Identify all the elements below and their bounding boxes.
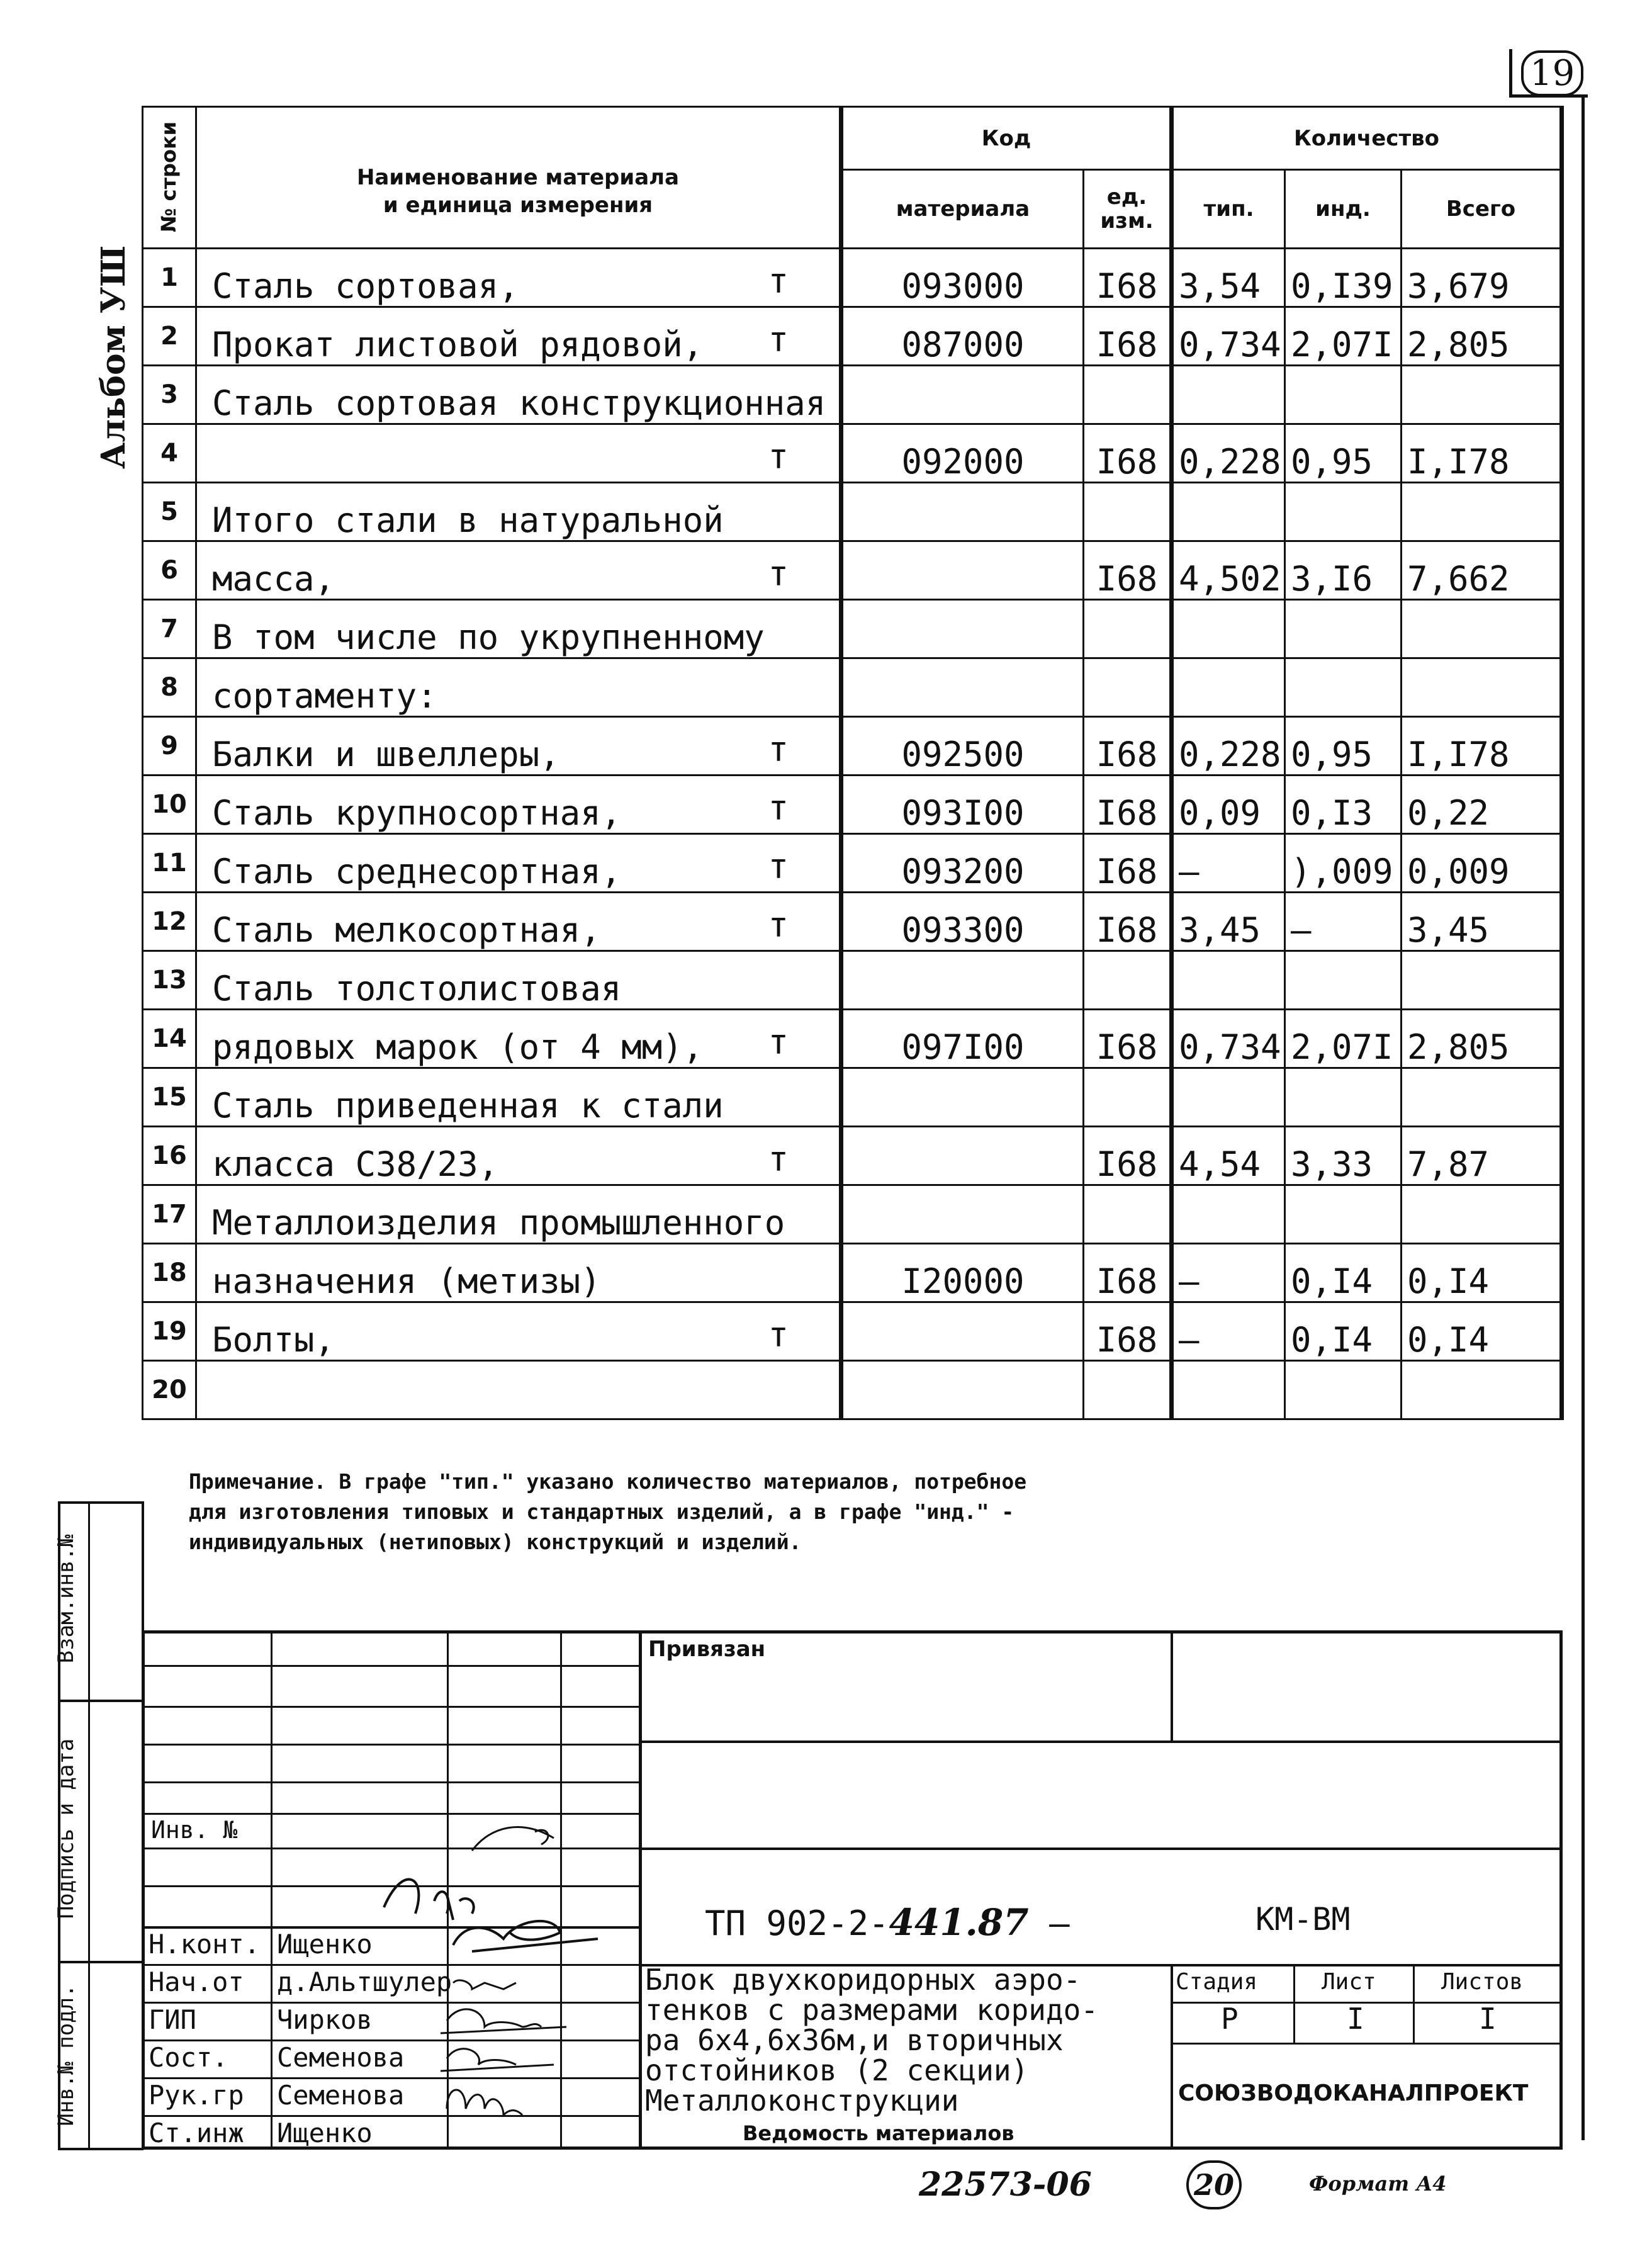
stamp-person-name: Ищенко	[277, 1929, 373, 1960]
qty-type	[1172, 600, 1285, 658]
qty-total: 2,805	[1402, 307, 1562, 366]
qty-type: 0,734	[1172, 1010, 1285, 1068]
unit-code	[1084, 1361, 1172, 1419]
qty-total: I,I78	[1402, 717, 1562, 776]
qty-total: 3,679	[1402, 249, 1562, 307]
material-code: 093I00	[841, 776, 1084, 834]
qty-total: 2,805	[1402, 1010, 1562, 1068]
row-number: 14	[143, 1010, 196, 1068]
unit-code: I68	[1084, 249, 1172, 307]
material-name: Сталь толстолистовая	[196, 951, 841, 1010]
unit-label: т	[768, 261, 789, 301]
material-code	[841, 1068, 1084, 1127]
unit-label: т	[768, 905, 789, 945]
col-code: Код	[841, 107, 1172, 170]
material-name: Итого стали в натуральной	[196, 483, 841, 541]
material-name: Болты, т	[196, 1302, 841, 1361]
row-number: 8	[143, 658, 196, 717]
sheet-label: Лист	[1322, 1969, 1376, 1995]
unit-label: т	[768, 437, 789, 477]
material-name: класса С38/23, т	[196, 1127, 841, 1185]
col-q-total: Всего	[1402, 170, 1562, 249]
table-row	[143, 1361, 1562, 1419]
qty-ind	[1285, 1361, 1402, 1419]
material-code: 097I00	[841, 1010, 1084, 1068]
table-row	[143, 424, 1562, 483]
stamp-role: Н.конт.	[149, 1929, 261, 1960]
qty-type: 4,502	[1172, 541, 1285, 600]
col-code-material: материала	[841, 170, 1084, 249]
qty-type: 4,54	[1172, 1127, 1285, 1185]
unit-code: I68	[1084, 1010, 1172, 1068]
col-quantity: Количество	[1172, 107, 1562, 170]
stamp-role: Рук.гр	[149, 2080, 244, 2111]
material-code	[841, 483, 1084, 541]
unit-code: I68	[1084, 307, 1172, 366]
row-number: 3	[143, 366, 196, 424]
row-number: 11	[143, 834, 196, 893]
qty-total	[1402, 951, 1562, 1010]
unit-label: т	[768, 847, 789, 886]
qty-total: 0,I4	[1402, 1244, 1562, 1302]
stamp-title-line: Металлоконструкции	[645, 2084, 959, 2118]
qty-ind: 2,07I	[1285, 1010, 1402, 1068]
qty-ind	[1285, 951, 1402, 1010]
row-number: 15	[143, 1068, 196, 1127]
qty-type	[1172, 366, 1285, 424]
qty-total	[1402, 1068, 1562, 1127]
unit-code: I68	[1084, 893, 1172, 951]
table-row	[143, 1302, 1562, 1361]
qty-type	[1172, 483, 1285, 541]
row-number: 13	[143, 951, 196, 1010]
material-code: 092000	[841, 424, 1084, 483]
material-code	[841, 1302, 1084, 1361]
col-row-no: № строки	[143, 107, 196, 249]
unit-code	[1084, 1068, 1172, 1127]
inv-no-label: Инв. №	[151, 1816, 238, 1844]
qty-total: 3,45	[1402, 893, 1562, 951]
row-number: 19	[143, 1302, 196, 1361]
page-number-box	[1509, 49, 1588, 98]
side-label-inv-podl: Инв.№ подл.	[53, 1984, 79, 2126]
signatures	[378, 1825, 642, 2153]
stamp-title-line: отстойников (2 секции)	[645, 2053, 1029, 2087]
row-number: 1	[143, 249, 196, 307]
qty-ind: 0,I4	[1285, 1244, 1402, 1302]
material-name: Сталь приведенная к стали	[196, 1068, 841, 1127]
unit-code	[1084, 600, 1172, 658]
qty-total	[1402, 366, 1562, 424]
unit-label: т	[768, 320, 789, 359]
table-row	[143, 951, 1562, 1010]
qty-type	[1172, 1361, 1285, 1419]
material-name: Балки и швеллеры, т	[196, 717, 841, 776]
stamp-role: Сост.	[149, 2042, 228, 2073]
qty-ind: 0,I39	[1285, 249, 1402, 307]
qty-type: –	[1172, 1302, 1285, 1361]
table-row	[143, 1127, 1562, 1185]
qty-type: 3,45	[1172, 893, 1285, 951]
material-code	[841, 658, 1084, 717]
row-number: 2	[143, 307, 196, 366]
unit-label: т	[768, 1315, 789, 1355]
unit-code	[1084, 366, 1172, 424]
row-number: 16	[143, 1127, 196, 1185]
qty-ind: 0,I3	[1285, 776, 1402, 834]
row-number: 12	[143, 893, 196, 951]
material-name: Сталь сортовая, т	[196, 249, 841, 307]
stamp-person-name: д.Альтшулер	[277, 1966, 452, 1997]
qty-ind	[1285, 1068, 1402, 1127]
materials-table	[142, 106, 1564, 1420]
material-code: 092500	[841, 717, 1084, 776]
doc-code: ТП 902-2-441.87 –	[705, 1901, 1070, 1944]
qty-ind: 3,I6	[1285, 541, 1402, 600]
unit-code: I68	[1084, 717, 1172, 776]
stamp-role: Нач.от	[149, 1966, 244, 1997]
sheets-label: Листов	[1441, 1969, 1524, 1995]
stamp-title-sub: Ведомость материалов	[743, 2121, 1014, 2145]
unit-code: I68	[1084, 1302, 1172, 1361]
qty-total	[1402, 1185, 1562, 1244]
table-row	[143, 658, 1562, 717]
row-number: 5	[143, 483, 196, 541]
material-name: Сталь мелкосортная, т	[196, 893, 841, 951]
unit-label: т	[768, 730, 789, 769]
row-number: 6	[143, 541, 196, 600]
qty-type	[1172, 658, 1285, 717]
material-name: масса, т	[196, 541, 841, 600]
stage-label: Стадия	[1176, 1969, 1258, 1995]
qty-ind: 3,33	[1285, 1127, 1402, 1185]
qty-ind	[1285, 483, 1402, 541]
qty-type: 3,54	[1172, 249, 1285, 307]
qty-ind: 0,95	[1285, 717, 1402, 776]
qty-total: I,I78	[1402, 424, 1562, 483]
privyazan-label: Привязан	[648, 1637, 766, 1662]
row-number: 4	[143, 424, 196, 483]
unit-label: т	[768, 1139, 789, 1179]
unit-code	[1084, 951, 1172, 1010]
material-name: Сталь крупносортная, т	[196, 776, 841, 834]
qty-ind: 0,95	[1285, 424, 1402, 483]
material-code: 093200	[841, 834, 1084, 893]
stamp-person-name: Семенова	[277, 2080, 405, 2111]
doc-mark: КМ-ВМ	[1256, 1901, 1351, 1938]
unit-code: I68	[1084, 1127, 1172, 1185]
table-row	[143, 834, 1562, 893]
doc-code-handwritten: 441.87	[889, 1901, 1029, 1944]
qty-type: 0,734	[1172, 307, 1285, 366]
qty-type: 0,228	[1172, 424, 1285, 483]
stamp-role: Ст.инж	[149, 2118, 244, 2148]
qty-total: 0,009	[1402, 834, 1562, 893]
unit-code: I68	[1084, 541, 1172, 600]
material-code: 093000	[841, 249, 1084, 307]
table-row	[143, 249, 1562, 307]
col-name: Наименование материала и единица измерения	[196, 107, 841, 249]
row-number: 20	[143, 1361, 196, 1419]
stamp-person-name: Семенова	[277, 2042, 405, 2073]
material-code	[841, 1185, 1084, 1244]
qty-ind	[1285, 600, 1402, 658]
unit-code: I68	[1084, 834, 1172, 893]
unit-code	[1084, 1185, 1172, 1244]
qty-total: 0,22	[1402, 776, 1562, 834]
material-code	[841, 366, 1084, 424]
stamp-title-line: тенков с размерами коридо-	[645, 1993, 1099, 2027]
row-number: 7	[143, 600, 196, 658]
unit-label: т	[768, 1022, 789, 1062]
right-border	[1582, 94, 1585, 2140]
row-number: 18	[143, 1244, 196, 1302]
qty-total: 7,87	[1402, 1127, 1562, 1185]
table-row	[143, 483, 1562, 541]
unit-code	[1084, 658, 1172, 717]
stamp-title-line: Блок двухкоридорных аэро-	[645, 1963, 1081, 1997]
qty-ind	[1285, 366, 1402, 424]
row-number: 17	[143, 1185, 196, 1244]
material-code	[841, 1127, 1084, 1185]
table-row	[143, 366, 1562, 424]
side-label-vzam: Взам.инв.№	[53, 1534, 79, 1664]
qty-ind	[1285, 1185, 1402, 1244]
material-code	[841, 1361, 1084, 1419]
archive-number: 22573-06	[919, 2165, 1092, 2204]
material-name	[196, 424, 841, 483]
table-row	[143, 1185, 1562, 1244]
col-code-unit: ед. изм.	[1084, 170, 1172, 249]
side-label-podpis: Подпись и дата	[53, 1738, 79, 1919]
qty-type: –	[1172, 834, 1285, 893]
note-text: Примечание. В графе "тип." указано количество материалов, потребное для изготовления типовых и стандартных изделий, а в графе "инд." - индивидуальных (нетиповых) конструкций и изделий.	[189, 1469, 1027, 1554]
material-code: 087000	[841, 307, 1084, 366]
qty-ind	[1285, 658, 1402, 717]
material-name: Металлоизделия промышленного	[196, 1185, 841, 1244]
page-circle: 20	[1186, 2160, 1242, 2209]
table-row	[143, 776, 1562, 834]
unit-code: I68	[1084, 1244, 1172, 1302]
unit-code: I68	[1084, 776, 1172, 834]
material-name: рядовых марок (от 4 мм), т	[196, 1010, 841, 1068]
sheets-value: I	[1479, 2002, 1497, 2036]
qty-type	[1172, 951, 1285, 1010]
qty-total	[1402, 1361, 1562, 1419]
sheet-value: I	[1347, 2002, 1364, 2036]
material-name	[196, 1361, 841, 1419]
qty-total	[1402, 483, 1562, 541]
stamp-role: ГИП	[149, 2004, 196, 2035]
table-row	[143, 717, 1562, 776]
qty-total	[1402, 658, 1562, 717]
material-name: Сталь среднесортная, т	[196, 834, 841, 893]
qty-type	[1172, 1185, 1285, 1244]
row-number: 10	[143, 776, 196, 834]
unit-code: I68	[1084, 424, 1172, 483]
stage-value: Р	[1221, 2002, 1239, 2036]
unit-label: т	[768, 554, 789, 594]
org-name: СОЮЗВОДОКАНАЛПРОЕКТ	[1178, 2080, 1529, 2106]
table-row	[143, 1010, 1562, 1068]
material-code	[841, 541, 1084, 600]
qty-total: 7,662	[1402, 541, 1562, 600]
stamp-person-name: Чирков	[277, 2004, 373, 2035]
qty-ind: –	[1285, 893, 1402, 951]
qty-type: 0,228	[1172, 717, 1285, 776]
qty-type: 0,09	[1172, 776, 1285, 834]
table-row	[143, 1244, 1562, 1302]
material-name: Прокат листовой рядовой, т	[196, 307, 841, 366]
qty-ind: 2,07I	[1285, 307, 1402, 366]
table-row	[143, 541, 1562, 600]
stamp-title-line: ра 6х4,6х36м,и вторичных	[645, 2023, 1064, 2057]
qty-type: –	[1172, 1244, 1285, 1302]
material-code: 093300	[841, 893, 1084, 951]
material-code	[841, 951, 1084, 1010]
row-number: 9	[143, 717, 196, 776]
table-row	[143, 1068, 1562, 1127]
material-code: I20000	[841, 1244, 1084, 1302]
material-name: сортаменту:	[196, 658, 841, 717]
col-q-ind: инд.	[1285, 170, 1402, 249]
qty-ind: ),009	[1285, 834, 1402, 893]
table-row	[143, 893, 1562, 951]
album-label: Альбом УШ	[94, 245, 133, 469]
material-name: назначения (метизы)	[196, 1244, 841, 1302]
table-row	[143, 600, 1562, 658]
stamp-person-name: Ищенко	[277, 2118, 373, 2148]
qty-ind: 0,I4	[1285, 1302, 1402, 1361]
material-name: Сталь сортовая конструкционная	[196, 366, 841, 424]
unit-code	[1084, 483, 1172, 541]
unit-label: т	[768, 788, 789, 828]
table-row	[143, 307, 1562, 366]
page-number: 19	[1521, 50, 1583, 96]
col-q-type: тип.	[1172, 170, 1285, 249]
qty-total	[1402, 600, 1562, 658]
material-code	[841, 600, 1084, 658]
qty-type	[1172, 1068, 1285, 1127]
qty-total: 0,I4	[1402, 1302, 1562, 1361]
format-label: Формат А4	[1309, 2172, 1447, 2196]
material-name: В том числе по укрупненному	[196, 600, 841, 658]
